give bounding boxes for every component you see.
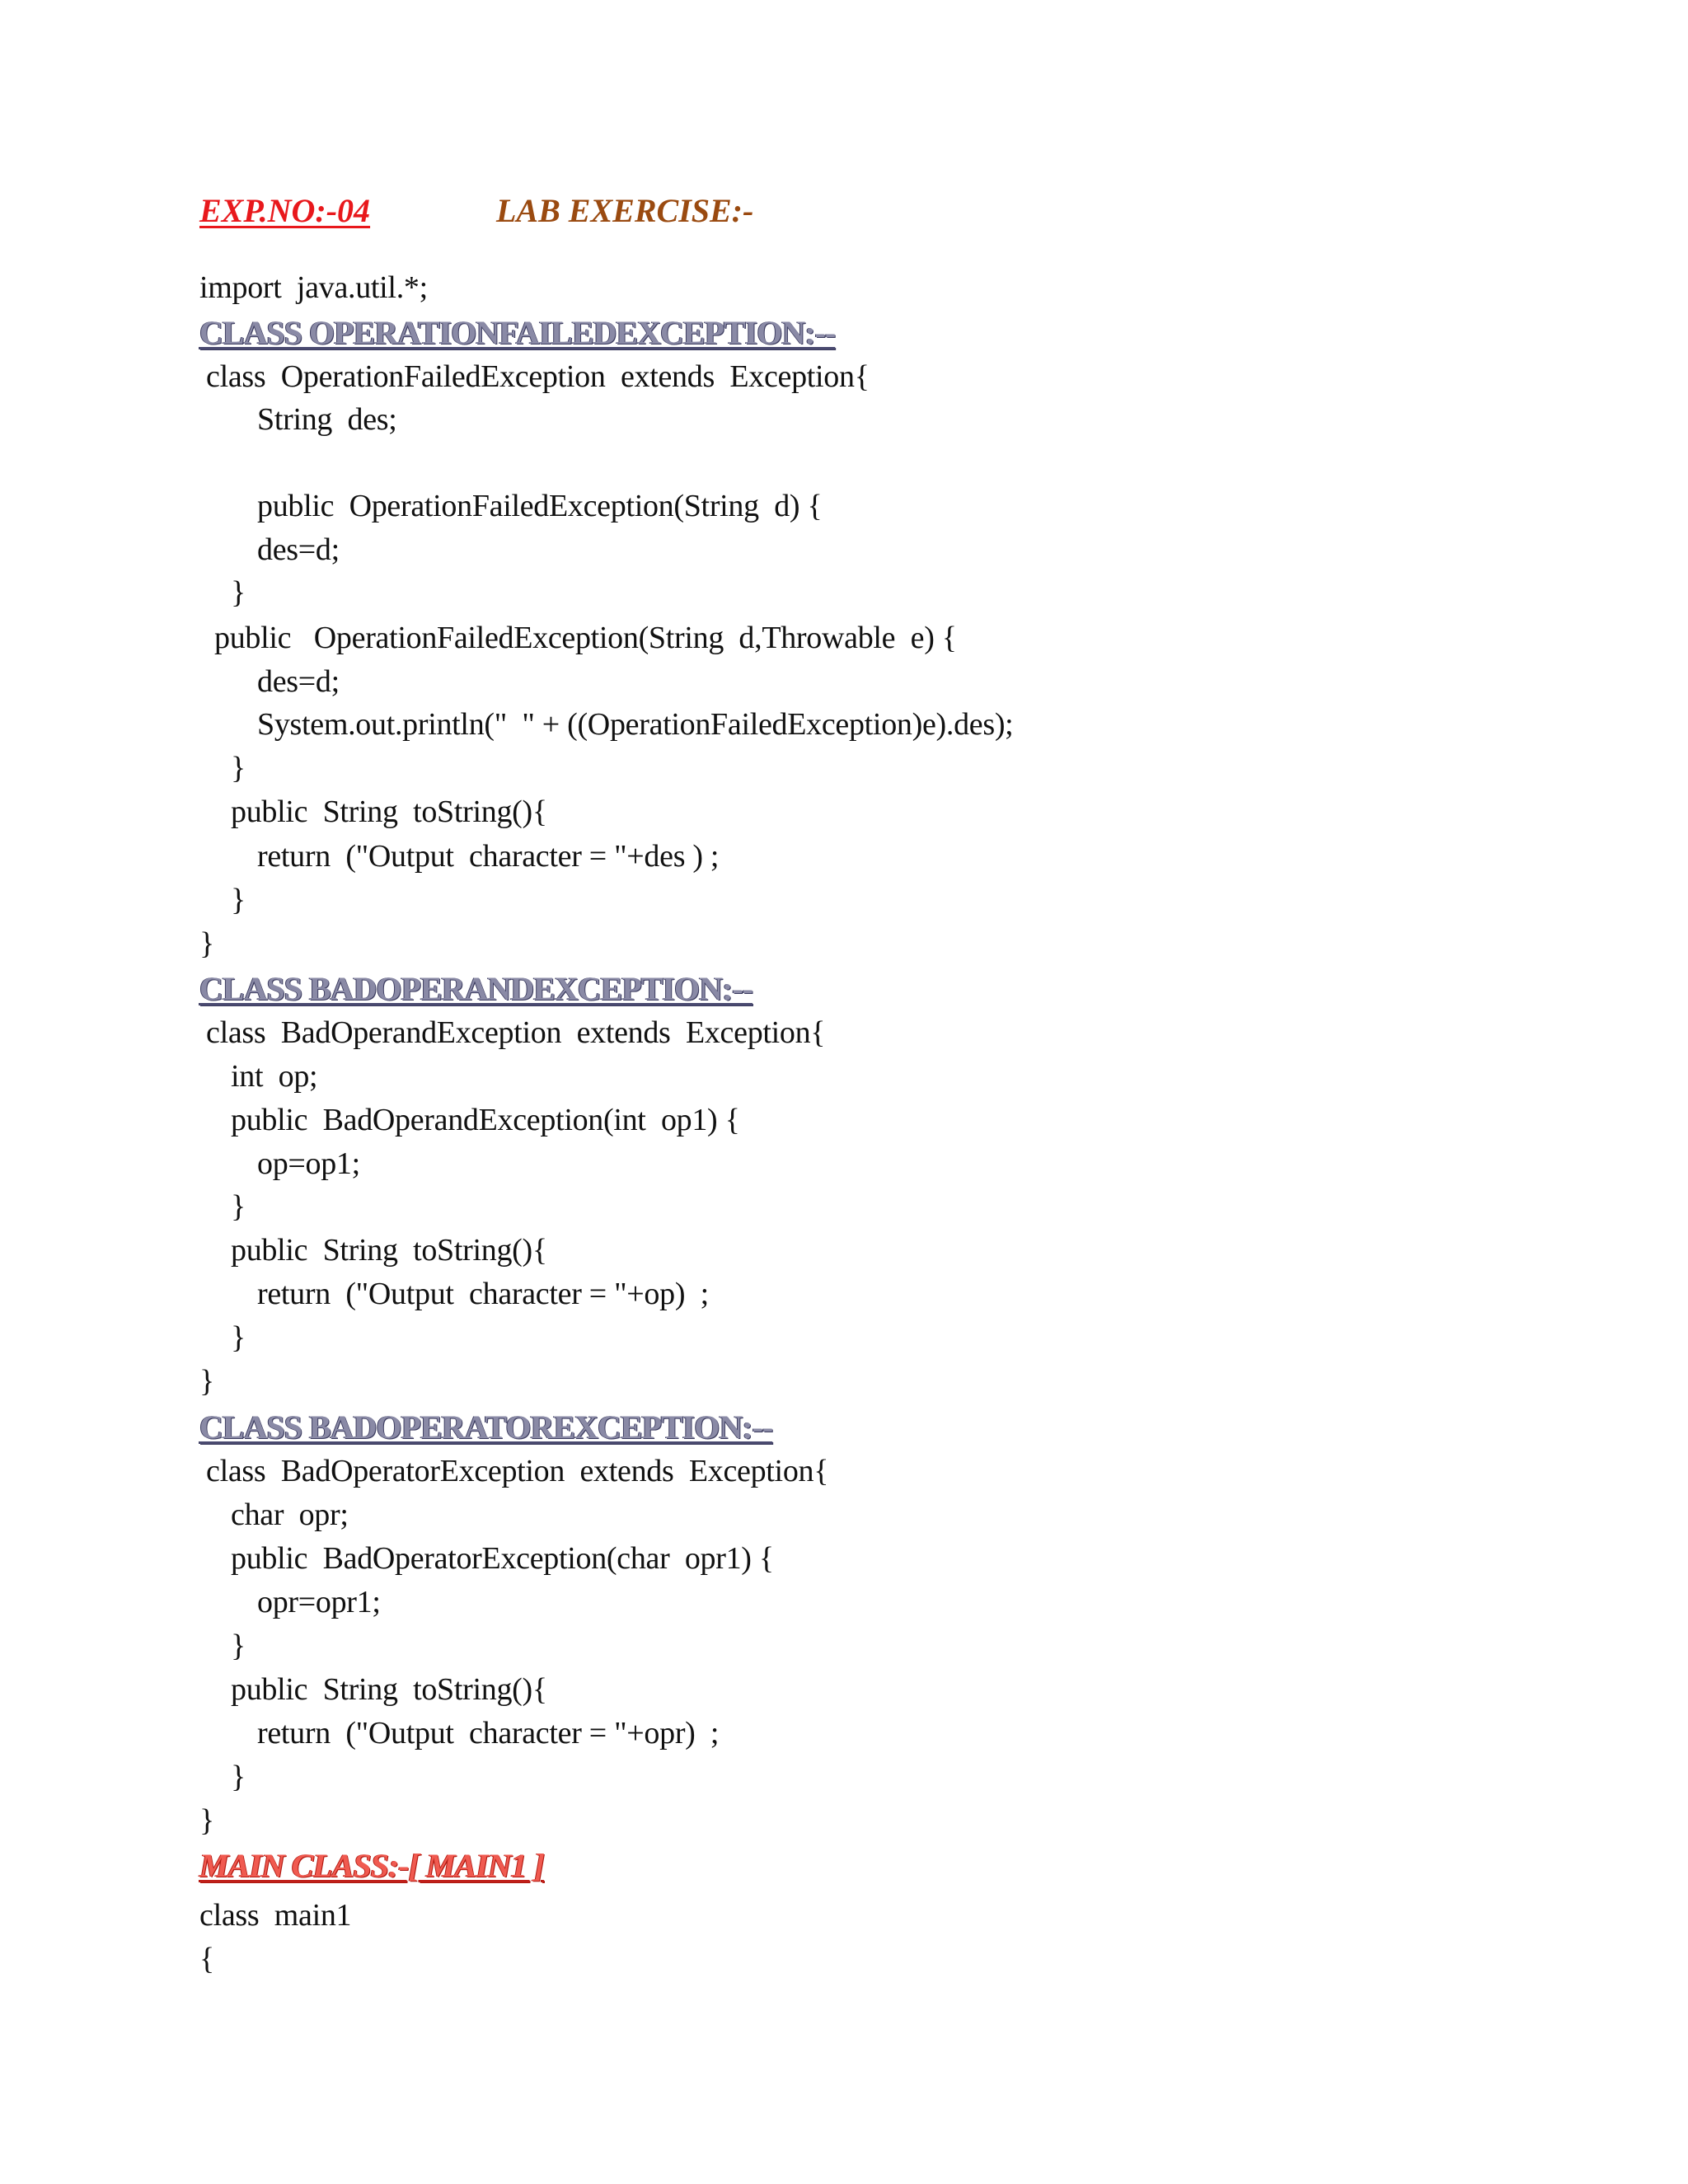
code-line: opr=opr1; [257,1585,381,1619]
code-line: class BadOperandException extends Exception{ [206,1015,826,1050]
lab-exercise-title: LAB EXERCISE:- [496,192,754,229]
code-line: public OperationFailedException(String d,Throwable e) { [214,621,957,655]
code-line: public String toString(){ [231,1233,547,1268]
code-line: des=d; [257,664,340,699]
code-line: } [199,1364,214,1399]
code-line: } [231,1760,246,1794]
code-line: System.out.println(" " + ((OperationFailedException)e).des); [257,707,1014,742]
code-line: class main1 [199,1898,352,1933]
code-line: public String toString(){ [231,794,547,829]
code-line: } [231,751,246,785]
section-heading-bad-operator: CLASS BADOPERATOREXCEPTION:-- [199,1408,773,1446]
section-heading-bad-operand: CLASS BADOPERANDEXCEPTION:-- [199,970,753,1007]
code-line: return ("Output character = "+opr) ; [257,1716,720,1750]
code-line: } [231,575,246,610]
experiment-header [199,191,754,230]
code-line: op=op1; [257,1146,360,1181]
code-line: } [231,883,246,917]
code-line: } [199,926,214,961]
code-line: int op; [231,1059,318,1094]
code-line: return ("Output character = "+des ) ; [257,839,720,874]
code-line: return ("Output character = "+op) ; [257,1277,709,1311]
code-line: } [231,1189,246,1224]
section-heading-operation-failed: CLASS OPERATIONFAILEDEXCEPTION:-- [199,314,836,351]
code-line: des=d; [257,532,340,567]
code-line: } [231,1320,246,1355]
code-line: String des; [257,402,397,437]
code-line: } [231,1629,246,1663]
code-line: } [199,1803,214,1838]
code-line: char opr; [231,1497,349,1532]
code-line: public OperationFailedException(String d) { [257,489,823,523]
code-line: class OperationFailedException extends Exception{ [206,359,870,394]
experiment-number: EXP.NO:-04 [199,192,371,229]
code-line: public BadOperandException(int op1) { [231,1103,740,1137]
code-line: public BadOperatorException(char opr1) { [231,1541,774,1576]
code-line: class BadOperatorException extends Exception{ [206,1454,829,1488]
code-line: { [199,1942,214,1976]
code-line: public String toString(){ [231,1672,547,1707]
section-heading-main-class: MAIN CLASS:-[ MAIN1 ] [199,1847,544,1884]
import-line: import java.util.*; [199,270,428,305]
